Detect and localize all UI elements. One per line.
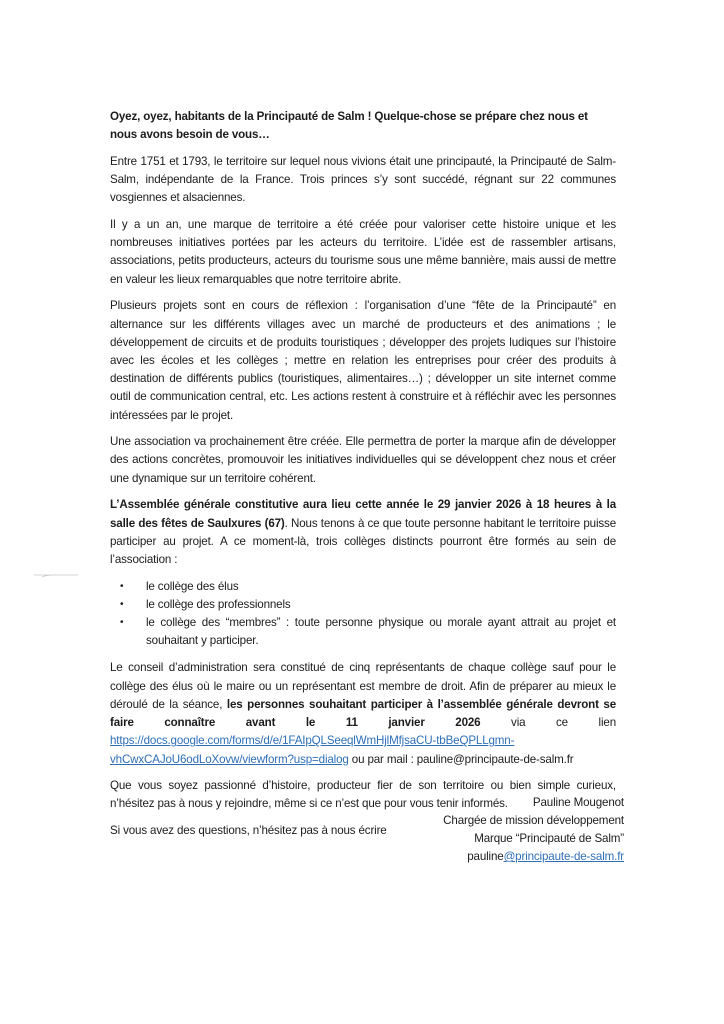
list-item-college-membres: • le collège des “membres” : toute personne physique ou morale ayant attrait au projet et souhaitant y participer. bbox=[120, 616, 616, 648]
signatory-email: pauline@principaute-de-salm.fr bbox=[467, 850, 624, 863]
paragraph-history: Entre 1751 et 1793, le territoire sur lequel nous vivions était une principauté, la Principauté de Salm-Salm, indépendante de la France. Trois princes s’y sont succédé, régnant sur 22 communes vosgiennes et alsaciennes. bbox=[110, 154, 616, 205]
paragraph-questions: Si vous avez des questions, n’hésitez pas à nous écrire bbox=[110, 824, 387, 838]
paragraph-assembly bbox=[110, 496, 616, 569]
assembly-date-emphasis: L’Assemblée générale constitutive aura lieu cette année le 29 janvier 2026 à 18 heures à la salle des fêtes de Saulxures (67) bbox=[110, 498, 616, 530]
signature-block bbox=[443, 794, 624, 866]
registration-deadline-emphasis: les personnes souhaitant participer à l’assemblée générale devront se faire connaître avant le 11 janvier 2026 bbox=[110, 697, 616, 730]
paragraph-brand: Il y a un an, une marque de territoire a été créée pour valoriser cette histoire unique et les nombreuses initiatives portées par les acteurs du territoire. L’idée est de rassembler artisans, associations, petits producteurs, acteurs du tourisme sous une même bannière, mais aussi de mettre en valeur les lieux remarquables que notre territoire abrite. bbox=[110, 218, 616, 286]
signatory-brand: Marque “Principauté de Salm” bbox=[474, 832, 624, 845]
scan-mark-icon bbox=[32, 572, 80, 578]
paragraph-registration: Le conseil d’administration sera constitué de cinq représentants de chaque collège sauf pour le collège des élus où le maire ou un représentant est membre de droit. Afin de préparer au mieux le déroulé de la séance, les personnes souhaitant participer à l’assemblée générale devront se faire connaître avant le 11 janvier 2026 via ce lien https://docs.google.com/forms/d/e/1FAIpQLSeeqlWmHjlMfjsaCU-tbBeQPLLgmn-vhCwxCAJoU6odLoXovw/viewform?usp=dialog ou par mail : pauline@principaute-de-salm.fr bbox=[110, 661, 616, 766]
paragraph-association: Une association va prochainement être créée. Elle permettra de porter la marque afin de développer des actions concrètes, promouvoir les initiatives individuelles qui se développent chez nous et créer une dynamique sur un territoire cohérent. bbox=[110, 435, 616, 485]
paragraph-projects: Plusieurs projets sont en cours de réflexion : l’organisation d’une “fête de la Principauté” en alternance sur les différents villages avec un marché de producteurs et des animations ; le développement de circuits et de produits touristiques ; développer des projets ludiques sur l’histoire avec les écoles et les collèges ; mettre en relation les entreprises pour créer des produits à destination de différents publics (touristiques, alimentaires…) ; développer un site internet comme outil de communication central, etc. Les actions restent à construire et à réfléchir avec les personnes intéressées par le projet. bbox=[110, 299, 616, 422]
list-item-college-elus: • le collège des élus bbox=[110, 578, 616, 596]
signatory-role: Chargée de mission développement bbox=[443, 814, 624, 827]
intro-heading: Oyez, oyez, habitants de la Principauté de Salm ! Quelque-chose se prépare chez nous et nous avons besoin de vous… bbox=[110, 110, 588, 142]
signatory-email-link[interactable]: @principaute-de-salm.fr bbox=[503, 850, 624, 863]
bullet-icon: • bbox=[120, 598, 124, 610]
bullet-icon: • bbox=[120, 617, 124, 629]
registration-form-link[interactable]: https://docs.google.com/forms/d/e/1FAIpQLSeeqlWmHjlMfjsaCU-tbBeQPLLgmn-vhCwxCAJoU6odLoXovw/viewform?usp=dialog bbox=[110, 734, 515, 766]
registration-email-text: ou par mail : pauline@principaute-de-salm.fr bbox=[348, 752, 574, 766]
paragraph-invitation: Que vous soyez passionné d’histoire, producteur fier de son territoire ou bien simple curieux, n’hésitez pas à nous y rejoindre, même si ce n’est que pour vous tenir informés. bbox=[110, 779, 616, 811]
bullet-icon: • bbox=[120, 580, 124, 592]
assembly-details: . Nous tenons à ce que toute personne habitant le territoire puisse participer au projet. A ce moment-là, trois collèges distincts pourront être formés au sein de l’association : bbox=[110, 516, 616, 566]
colleges-list bbox=[110, 578, 616, 651]
list-item-college-professionnels: • le collège des professionnels bbox=[110, 596, 616, 614]
signatory-name: Pauline Mougenot bbox=[532, 796, 624, 809]
letter-body bbox=[110, 108, 616, 849]
